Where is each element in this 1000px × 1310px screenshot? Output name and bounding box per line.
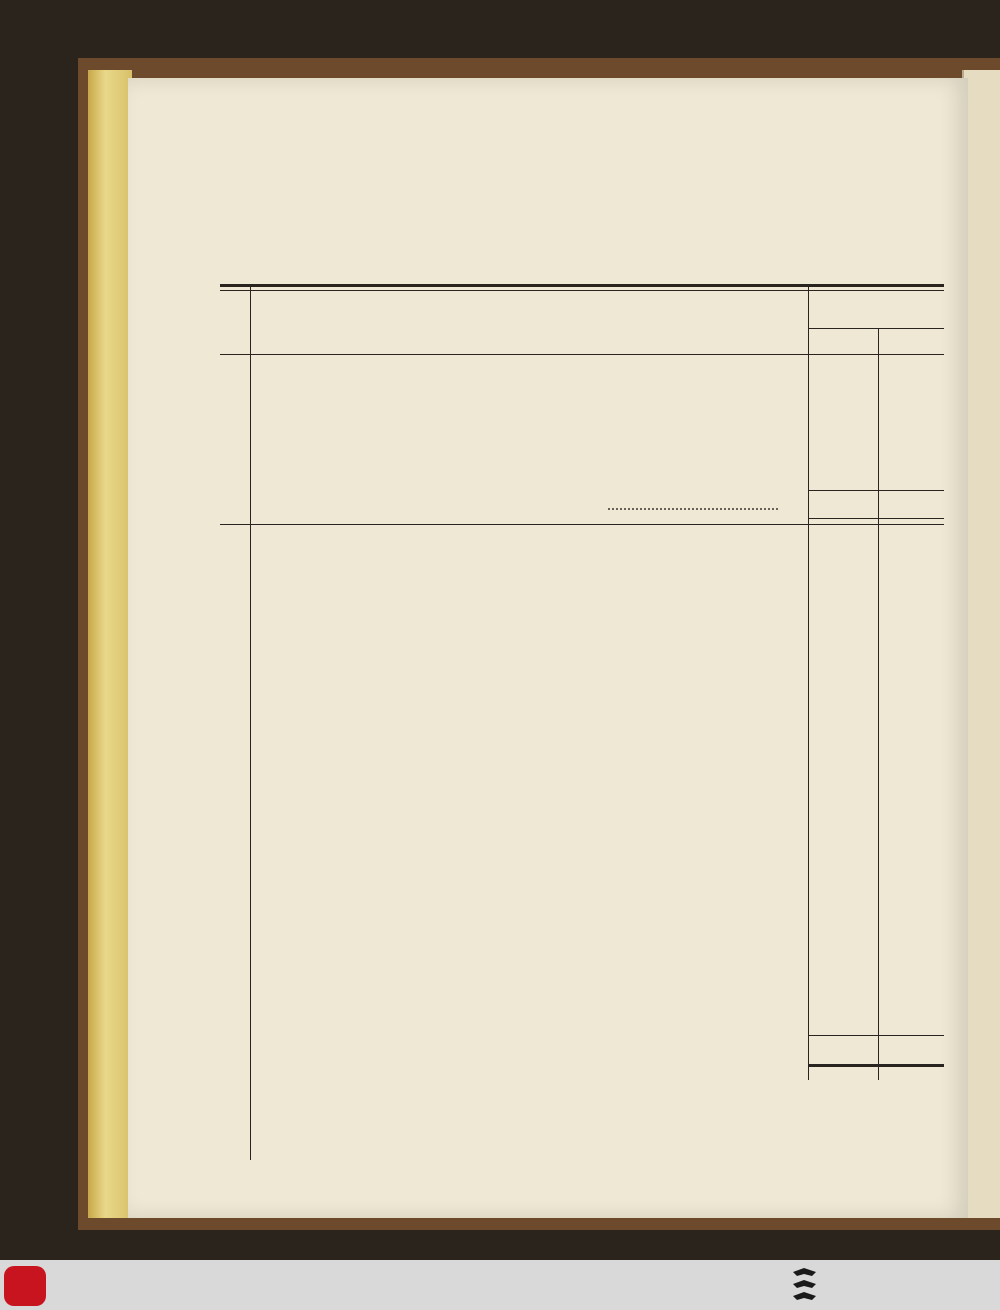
- col-rule-1893: [878, 329, 879, 1080]
- top-rule-thin: [220, 290, 944, 291]
- sum-a-rule-bottom: [808, 518, 944, 519]
- state-coat-of-arms-icon: [790, 1266, 824, 1306]
- document-page: [128, 78, 968, 1218]
- col-rule-para: [250, 284, 251, 1160]
- blb-logo[interactable]: [4, 1266, 46, 1306]
- page-edge: [88, 70, 132, 1218]
- sum-a-rule: [808, 490, 944, 491]
- sum-b-rule: [808, 1035, 944, 1036]
- top-rule: [220, 284, 944, 287]
- section-divider: [220, 524, 944, 525]
- footer-bar: [0, 1260, 1000, 1310]
- dot-leader: [608, 508, 778, 510]
- col-rule-1892: [808, 284, 809, 1080]
- header-split-rule: [808, 328, 944, 329]
- sum-b-double-rule: [808, 1064, 944, 1067]
- header-bottom-rule: [220, 354, 944, 355]
